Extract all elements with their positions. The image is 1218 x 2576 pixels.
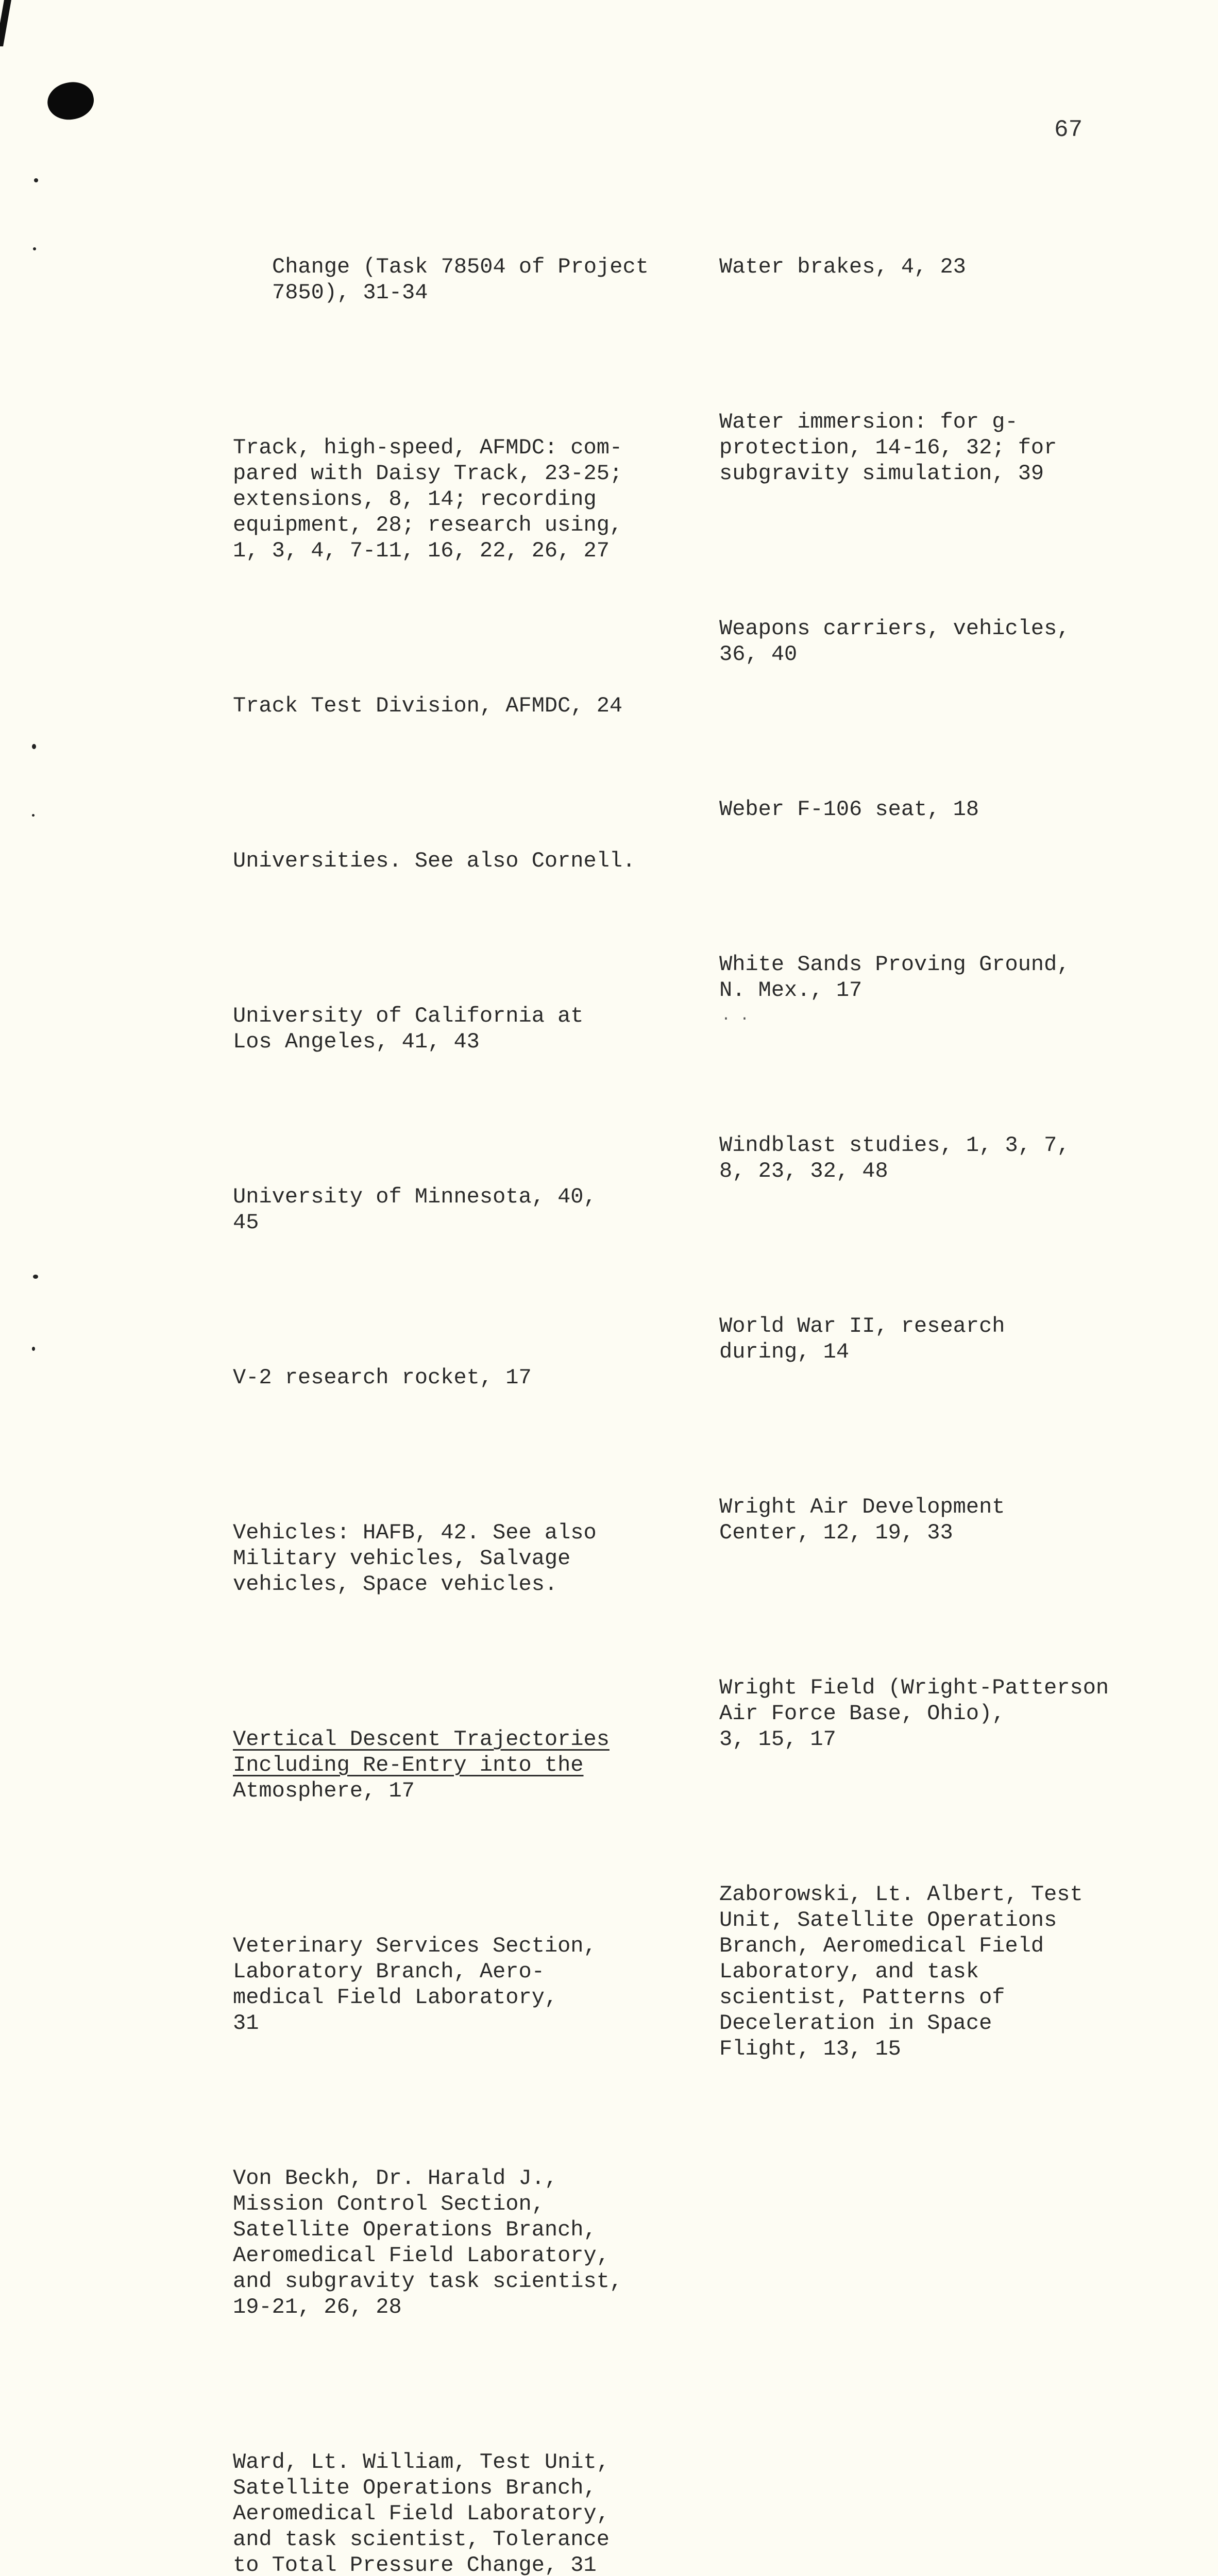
index-entry: Universities. See also Cornell. (233, 849, 636, 873)
speck (32, 744, 36, 749)
index-entry: University of California at Los Angeles, 41, 43 (233, 1004, 584, 1054)
index-entry: Ward, Lt. William, Test Unit, Satellite Operations Branch, Aeromedical Field Laboratory, and task scientist, Tolerance to Total Pressure Change, 31 (233, 2450, 610, 2576)
index-entry: Von Beckh, Dr. Harald J., Mission Control Section, Satellite Operations Branch, Aeromedical Field Laboratory, and subgravity task scientist, 19-21, 26, 28 (233, 2166, 623, 2319)
index-entry: V-2 research rocket, 17 (233, 1365, 532, 1390)
index-column-left (233, 202, 697, 2576)
index-entry: Water brakes, 4, 23 (719, 255, 966, 279)
speck (33, 247, 36, 250)
marginal-dots: . . (721, 1007, 750, 1025)
index-entry: Water immersion: for g- protection, 14-16, 32; for subgravity simulation, 39 (719, 410, 1057, 486)
index-entry: Weber F-106 seat, 18 (719, 797, 979, 822)
edge-mark (0, 0, 11, 46)
speck (33, 1275, 38, 1279)
index-entry: World War II, research during, 14 (719, 1314, 1005, 1364)
index-entry: Track Test Division, AFMDC, 24 (233, 693, 623, 718)
index-entry-underlined-title: Vertical Descent Trajectories Including Re-Entry into the Atmosphere, 17 (233, 1727, 610, 1803)
index-entry: Windblast studies, 1, 3, 7, 8, 23, 32, 48 (719, 1133, 1070, 1183)
index-entry: University of Minnesota, 40, 45 (233, 1184, 597, 1235)
index-entry: White Sands Proving Ground, N. Mex., 17 (719, 952, 1070, 1003)
index-entry: Vehicles: HAFB, 42. See also Military vehicles, Salvage vehicles, Space vehicles. (233, 1520, 597, 1597)
speck (32, 814, 35, 817)
index-entry: Track, high-speed, AFMDC: com- pared with Daisy Track, 23-25; extensions, 8, 14; recording equipment, 28; research using, 1, 3, 4, 7-11, 16, 22, 26, 27 (233, 435, 623, 563)
index-entry: Zaborowski, Lt. Albert, Test Unit, Satellite Operations Branch, Aeromedical Field Laboratory, and task scientist, Patterns of Deceleration in Space Flight, 13, 15 (719, 1882, 1083, 2061)
index-entry: Wright Air Development Center, 12, 19, 33 (719, 1495, 1005, 1545)
page-number: 67 (1054, 116, 1083, 143)
index-column-right (719, 202, 1183, 2140)
index-entry: Weapons carriers, vehicles, 36, 40 (719, 616, 1070, 667)
index-entry: Change (Task 78504 of Project 7850), 31-34 (272, 255, 649, 305)
binder-hole (44, 78, 97, 124)
speck (32, 1347, 35, 1351)
index-entry: Wright Field (Wright-Patterson Air Force Base, Ohio), 3, 15, 17 (719, 1675, 1109, 1752)
index-entry: Veterinary Services Section, Laboratory Branch, Aero- medical Field Laboratory, 31 (233, 1934, 597, 2036)
speck (34, 178, 38, 182)
